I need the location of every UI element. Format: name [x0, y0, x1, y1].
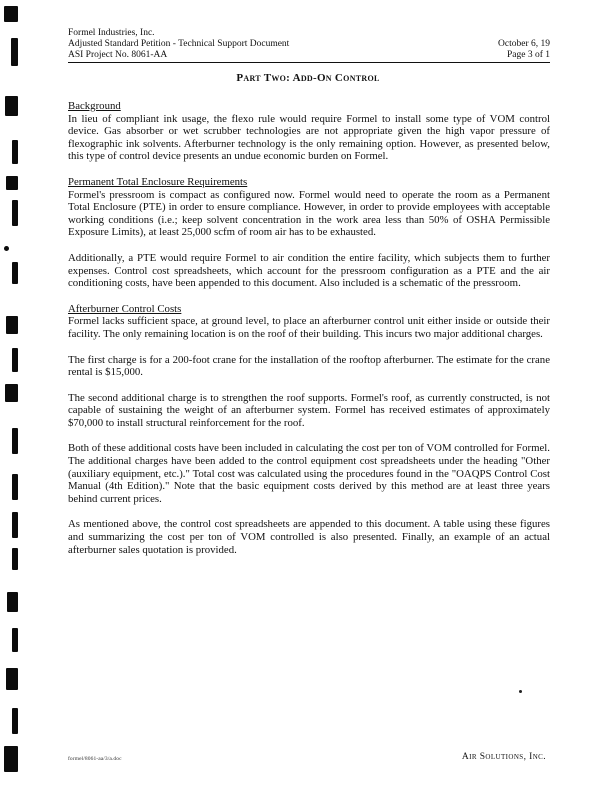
- section-heading: Afterburner Control Costs: [68, 302, 182, 315]
- header-page-number: Page 3 of 1: [506, 50, 550, 60]
- document-body: [68, 100, 550, 569]
- paragraph: The second additional charge is to strengthen the roof supports. Formel's roof, as currently constructed, is not capable of sustaining the weight of an afterburner system. Formel has received estimates of approximately $70,000 to install structural reinforcement for the roof.: [68, 391, 550, 429]
- header-project-number: ASI Project No. 8061-AA: [68, 50, 168, 60]
- paragraph: As mentioned above, the control cost spreadsheets are appended to this document. A table using these figures and summarizing the cost per ton of VOM controlled is also presented. Finally, an example of an actual afterburner sales quotation is provided.: [68, 518, 550, 556]
- header-divider: [68, 62, 550, 63]
- header-date: October 6, 19: [498, 39, 550, 49]
- paragraph: The first charge is for a 200-foot crane for the installation of the rooftop afterburner. The estimate for the crane rental is $15,000.: [68, 353, 550, 379]
- header-document-title: Adjusted Standard Petition - Technical Support Document: [68, 39, 290, 49]
- section-heading: Background: [68, 100, 121, 112]
- paragraph: In lieu of compliant ink usage, the flexo rule would require Formel to install some type of VOM control device. Gas absorber or wet scrubber technologies are not appropriate given the high vapor pressure of flexographic ink solvents. Afterburner technology is the only remaining option. However, as presented below, this type of control device presents an undue economic burden on Formel.: [68, 112, 550, 163]
- section-heading: Permanent Total Enclosure Requirements: [68, 175, 248, 188]
- header-company: Formel Industries, Inc.: [68, 28, 155, 38]
- part-title: Part Two: Add-On Control: [236, 72, 380, 84]
- scan-edge-artifacts: [0, 0, 22, 800]
- paragraph: Formel's pressroom is compact as configured now. Formel would need to operate the room as a Permanent Total Enclosure (PTE) in order to ensure compliance. However, in order to provide employees with acceptable working conditions (i.e.; keep solvent concentration in the work area less than 50% of OSHA Permissible Exposure Limits), at least 25,000 scfm of room air has to be exhausted.: [68, 188, 550, 239]
- scan-speck: [519, 690, 522, 693]
- paragraph: Additionally, a PTE would require Formel to air condition the entire facility, which subjects them to further expenses. Control cost spreadsheets, which account for the pressroom configuration as a PTE and the air conditioning costs, have been appended to this document. Also included is a schematic of the pressroom.: [68, 251, 550, 290]
- section-afterburner-costs: [68, 303, 550, 557]
- section-background: [68, 100, 550, 163]
- paragraph: Formel lacks sufficient space, at ground level, to place an afterburner control unit either inside or outside their facility. The only remaining location is on the roof of their building. This incurs two major additional charges.: [68, 315, 550, 340]
- footer-firm-name: Air Solutions, Inc.: [461, 752, 546, 762]
- paragraph: Both of these additional costs have been included in calculating the cost per ton of VOM controlled for Formel. The additional charges have been added to the control equipment cost spreadsheets under the heading "Other (auxiliary equipment, etc.)." Total cost was calculated using the procedures found in the "OAQPS Control Cost Manual (4th Edition)." Note that the basic equipment costs derived by this method are at least three years behind current prices.: [68, 442, 550, 505]
- section-pte-requirements: [68, 176, 550, 290]
- footer-file-reference: formel/8061-aa/3/a.doc: [68, 756, 122, 762]
